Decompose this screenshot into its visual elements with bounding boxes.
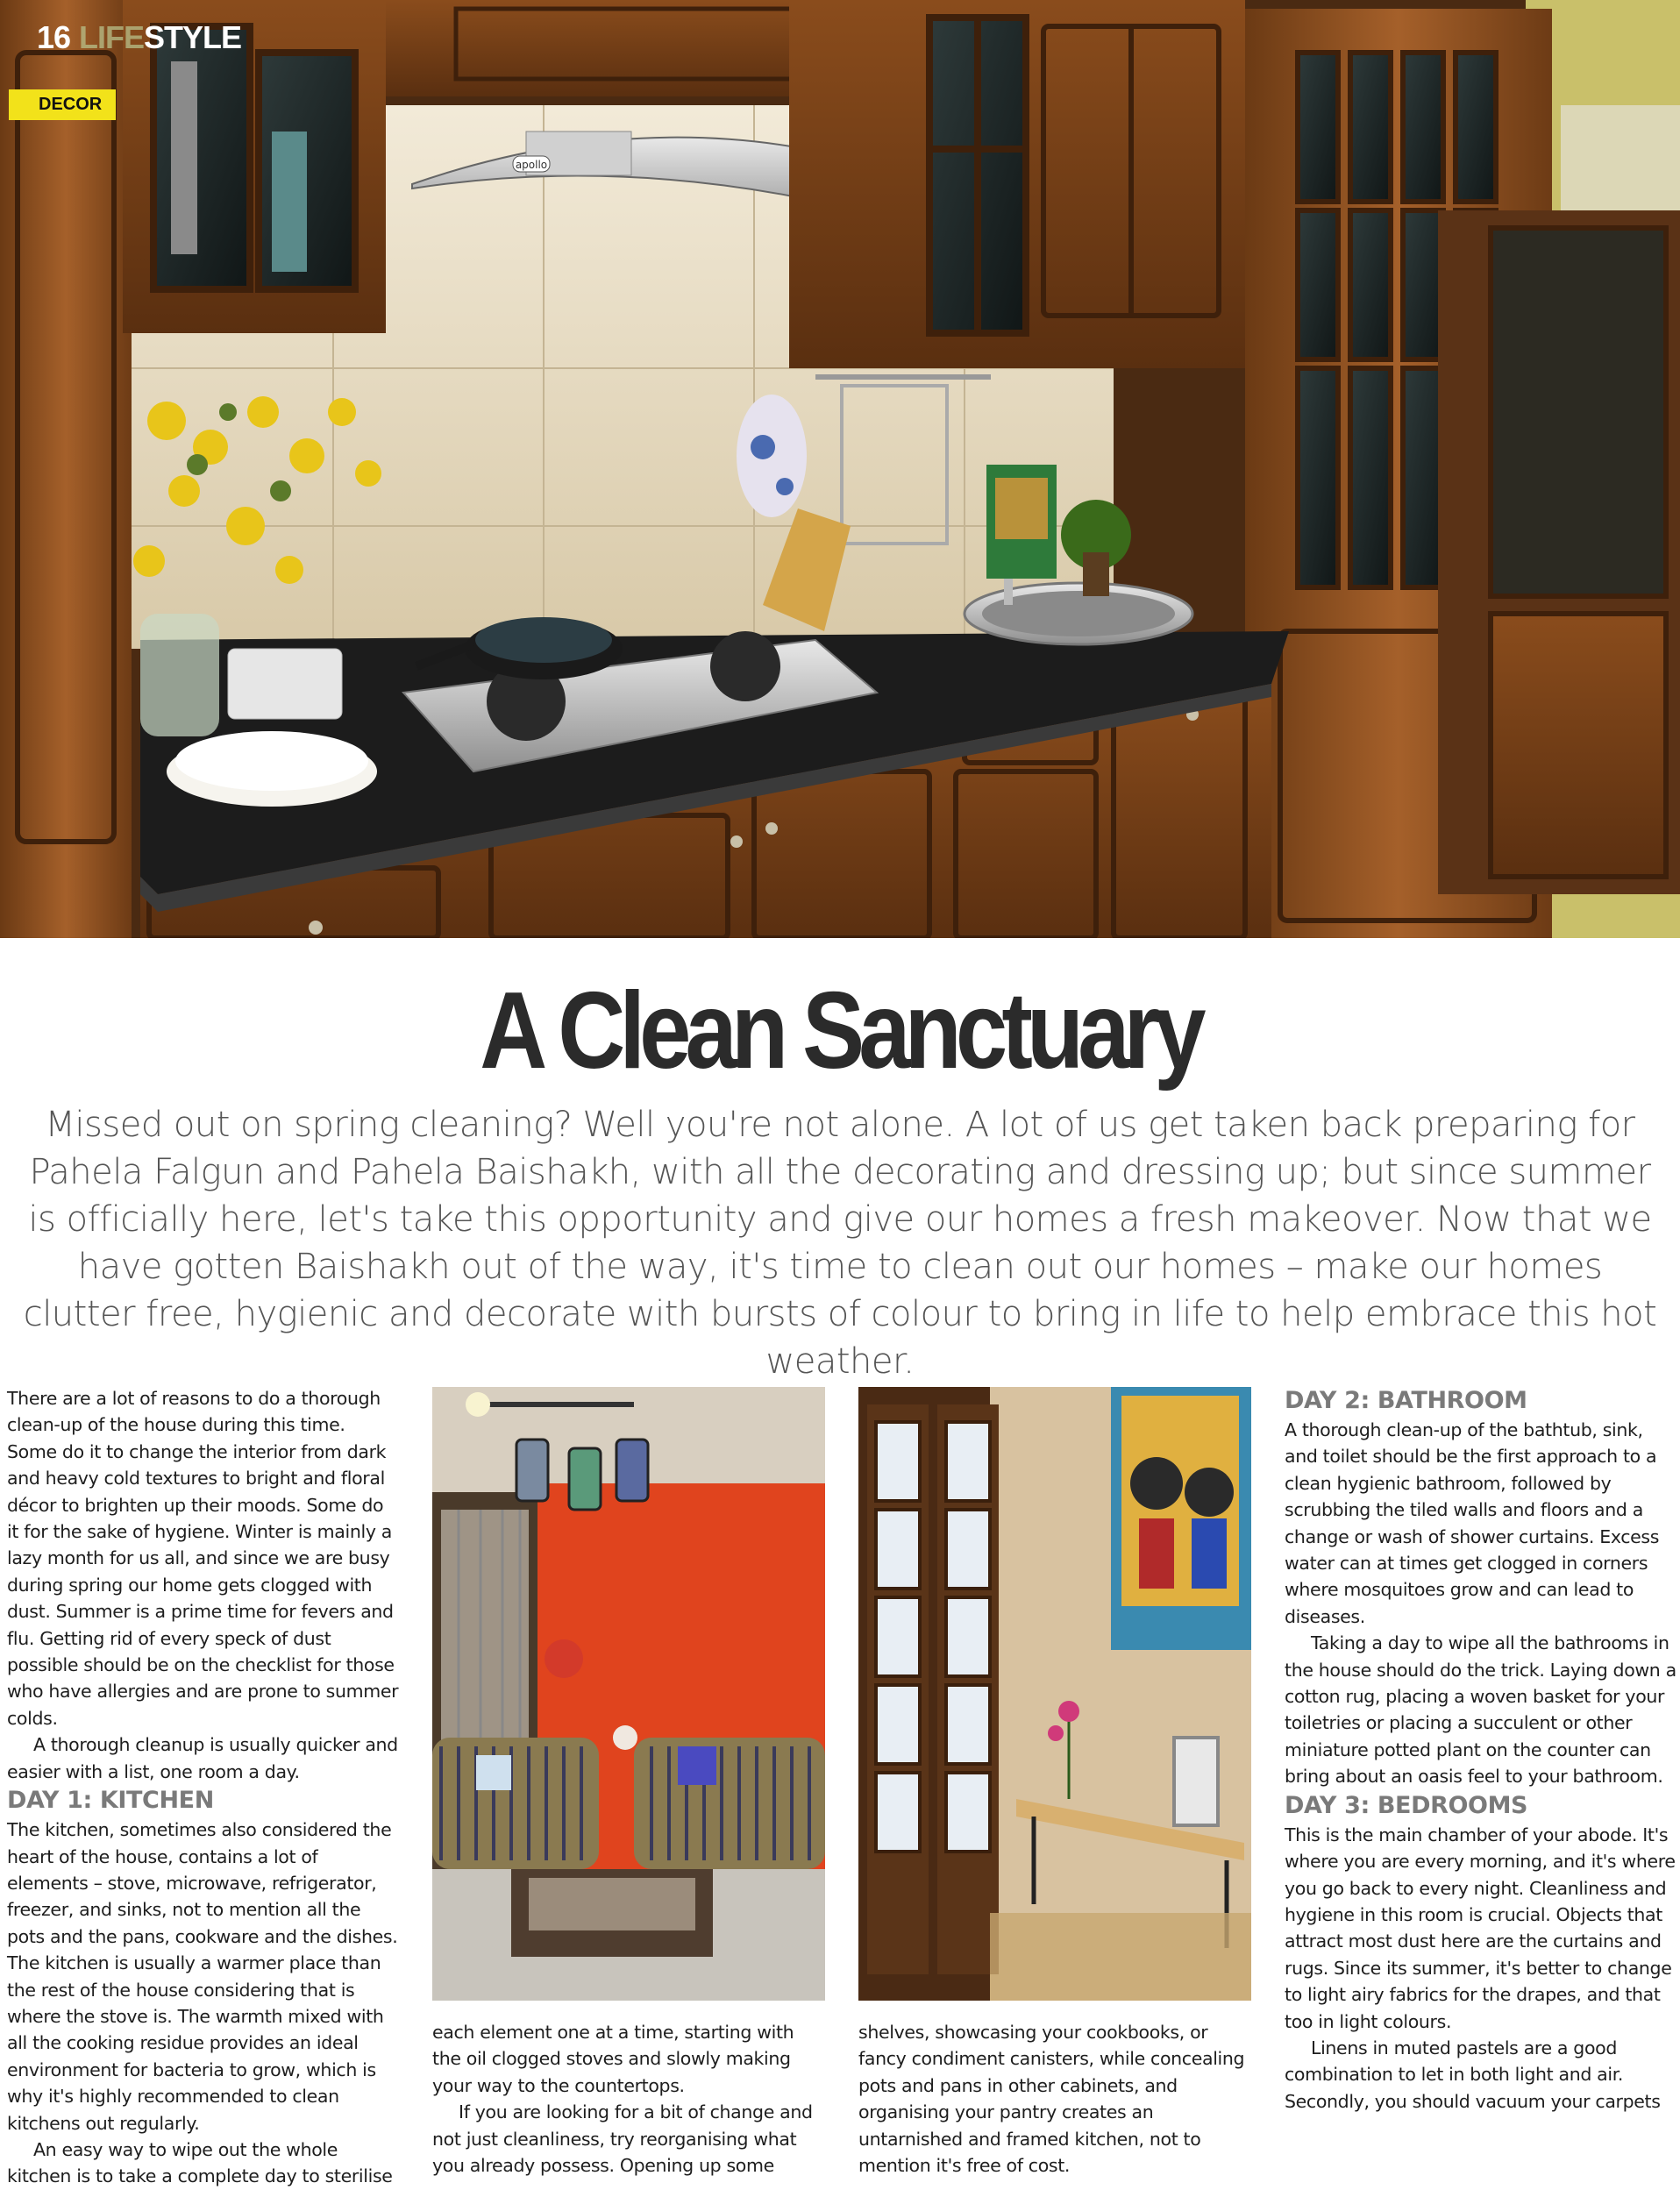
paragraph: An easy way to wipe out the whole kitchen is to take a complete day to sterilise: [7, 2138, 393, 2187]
hero-kitchen-photo: [0, 0, 1680, 938]
article-column-4: [1285, 1385, 1677, 2115]
hood-brand-label: apollo: [515, 159, 548, 171]
paragraph: A thorough clean-up of the bathtub, sink, and toilet should be the first approach to a clean hygienic bathroom, followed by scrubbing the tiled walls and floors and a change or wash of shower curtains. Excess water can at times get clogged in corners where mosquitoes grow and can lead to diseases.: [1285, 1419, 1660, 1627]
article-deck: Missed out on spring cleaning? Well you're not alone. A lot of us get taken back preparing for Pahela Falgun and Pahela Baishakh, with all the decorating and dressing up; but since summer is officially here, let's take this opportunity and give our homes a fresh makeover. Now that we have gotten Baishakh out of the way, it's time to clean out our homes – make our homes clutter free, hygienic and decorate with bursts of colour to bring in life to help embrace this hot weather.: [23, 1105, 1657, 1382]
paragraph: There are a lot of reasons to do a thorough clean-up of the house during this time. Some do it to change the interior from dark and heavy cold textures to bright and floral décor to brighten up their moods. Some do it for the sake of hygiene. Winter is mainly a lazy month for us all, and since we are busy during spring our home gets clogged with dust. Summer is a prime time for fevers and flu. Getting rid of every speck of dust possible should be on the checklist for those who have allergies and are prone to summer colds.: [7, 1388, 399, 1729]
paragraph: Taking a day to wipe all the bathrooms in the house should do the trick. Laying down a cotton rug, placing a woven basket for your toiletries or placing a succulent or other miniature potted plant on the counter can bring about an oasis feel to your bathroom.: [1285, 1632, 1676, 1788]
paragraph: If you are looking for a bit of change and not just cleanliness, try reorganising what you already possess. Opening up some: [432, 2101, 813, 2177]
paragraph: shelves, showcasing your cookbooks, or fancy condiment canisters, while concealing pots and pans in other cabinets, and organising your pantry creates an untarnished and framed kitchen, not to mention it's free of cost.: [858, 2022, 1245, 2177]
subhead-day3-bedrooms: DAY 3: BEDROOMS: [1285, 1791, 1528, 1819]
paragraph: The kitchen, sometimes also considered the heart of the house, contains a lot of elements – stove, microwave, refrigerator, freezer, and sinks, not to mention all the pots and the pans, cookware and the dishes. The kitchen is usually a warmer place than the rest of the house considering that is where the stove is. The warmth mixed with all the cooking residue provides an ideal environment for bacteria to grow, which is why it's highly recommended to clean kitchens out regularly.: [7, 1819, 398, 2134]
living-room-photo: [432, 1387, 825, 2001]
brand-life: LIFE: [79, 19, 145, 55]
page-number: 16: [37, 19, 71, 55]
paragraph: each element one at a time, starting with the oil clogged stoves and slowly making your way to the countertops.: [432, 2022, 794, 2096]
article-column-3: [858, 2019, 1251, 2179]
bathroom-corridor-photo: [858, 1387, 1251, 2001]
paragraph: This is the main chamber of your abode. It's where you are every morning, and it's where you go back to every night. Cleanliness and hygiene in this room is crucial. Objects that attract most dust here are the curtains and rugs. Since its summer, it's better to change to light airy fabrics for the drapes, and that too in light colours.: [1285, 1824, 1676, 2032]
subhead-day1-kitchen: DAY 1: KITCHEN: [7, 1787, 214, 1815]
paragraph: Linens in muted pastels are a good combination to let in both light and air. Secondly, you should vacuum your carpets: [1285, 2037, 1661, 2112]
page-folio: [37, 19, 241, 56]
section-tag: DECOR: [9, 89, 116, 120]
living-room-illustration: [432, 1387, 825, 2001]
subhead-day2-bathroom: DAY 2: BATHROOM: [1285, 1387, 1527, 1414]
article-column-2: [432, 2019, 825, 2179]
page-title: A Clean Sanctuary: [480, 971, 1200, 1091]
paragraph: A thorough cleanup is usually quicker and easier with a list, one room a day.: [7, 1734, 398, 1782]
kitchen-illustration: [0, 0, 1680, 938]
corridor-illustration: [858, 1387, 1251, 2001]
article-column-1: [7, 1385, 400, 2190]
brand-style: STYLE: [144, 19, 242, 55]
